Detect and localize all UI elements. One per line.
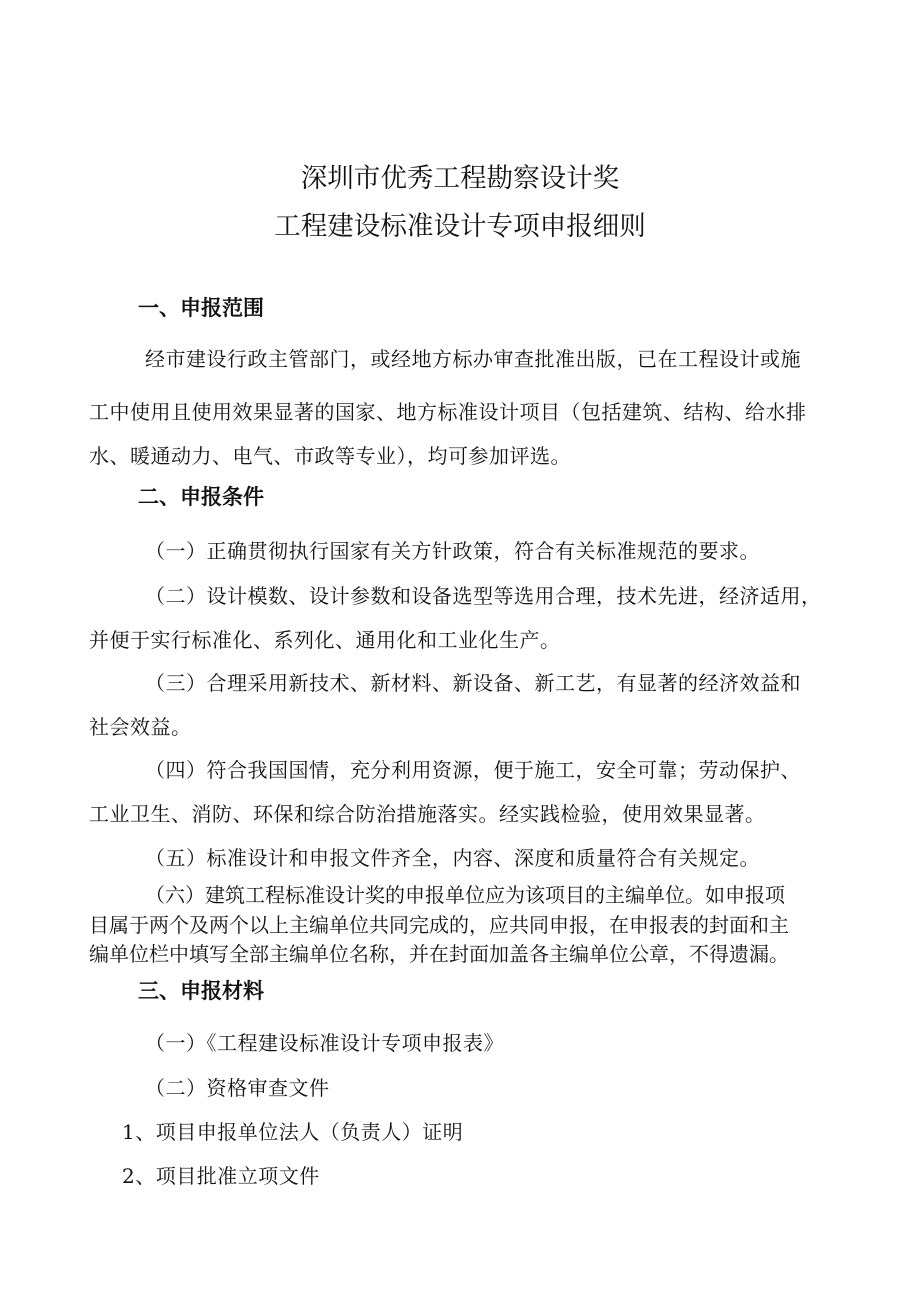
paragraph-line: （四）符合我国国情，充分利用资源，便于施工，安全可靠；劳动保护、 bbox=[145, 758, 801, 782]
paragraph-line: 经市建设行政主管部门，或经地方标办审查批准出版，已在工程设计或施 bbox=[145, 347, 801, 371]
paragraph-line: （一）正确贯彻执行国家有关方针政策，符合有关标准规范的要求。 bbox=[145, 539, 760, 563]
section-heading-scope: 一、申报范围 bbox=[138, 296, 264, 320]
paragraph-line: 社会效益。 bbox=[89, 715, 192, 739]
section-heading-materials: 三、申报材料 bbox=[138, 979, 264, 1003]
document-title-line1: 深圳市优秀工程勘察设计奖 bbox=[300, 163, 620, 194]
paragraph-line: （五）标准设计和申报文件齐全，内容、深度和质量符合有关规定。 bbox=[145, 846, 760, 870]
paragraph-line: （六）建筑工程标准设计奖的申报单位应为该项目的主编单位。如申报项 bbox=[145, 883, 785, 907]
document-title-line2: 工程建设标准设计专项申报细则 bbox=[274, 211, 646, 242]
section-heading-conditions: 二、申报条件 bbox=[138, 485, 264, 509]
paragraph-line: （二）设计模数、设计参数和设备选型等选用合理，技术先进，经济适用， bbox=[145, 584, 822, 608]
paragraph-line: 2、项目批准立项文件 bbox=[122, 1164, 320, 1188]
paragraph-line: （一）《工程建设标准设计专项申报表》 bbox=[145, 1031, 504, 1055]
paragraph-line: （二）资格审查文件 bbox=[145, 1076, 330, 1100]
paragraph-line: 工中使用且使用效果显著的国家、地方标准设计项目（包括建筑、结构、给水排 bbox=[89, 400, 807, 424]
paragraph-line: 目属于两个及两个以上主编单位共同完成的，应共同申报，在申报表的封面和主 bbox=[89, 913, 789, 937]
paragraph-line: 工业卫生、消防、环保和综合防治措施落实。经实践检验，使用效果显著。 bbox=[89, 802, 766, 826]
paragraph-line: 1、项目申报单位法人（负责人）证明 bbox=[122, 1120, 464, 1144]
paragraph-line: 并便于实行标准化、系列化、通用化和工业化生产。 bbox=[89, 628, 561, 652]
paragraph-line: 编单位栏中填写全部主编单位名称，并在封面加盖各主编单位公章，不得遗漏。 bbox=[89, 942, 789, 966]
paragraph-line: （三）合理采用新技术、新材料、新设备、新工艺，有显著的经济效益和 bbox=[145, 671, 801, 695]
paragraph-line: 水、暖通动力、电气、市政等专业），均可参加评选。 bbox=[89, 444, 571, 468]
